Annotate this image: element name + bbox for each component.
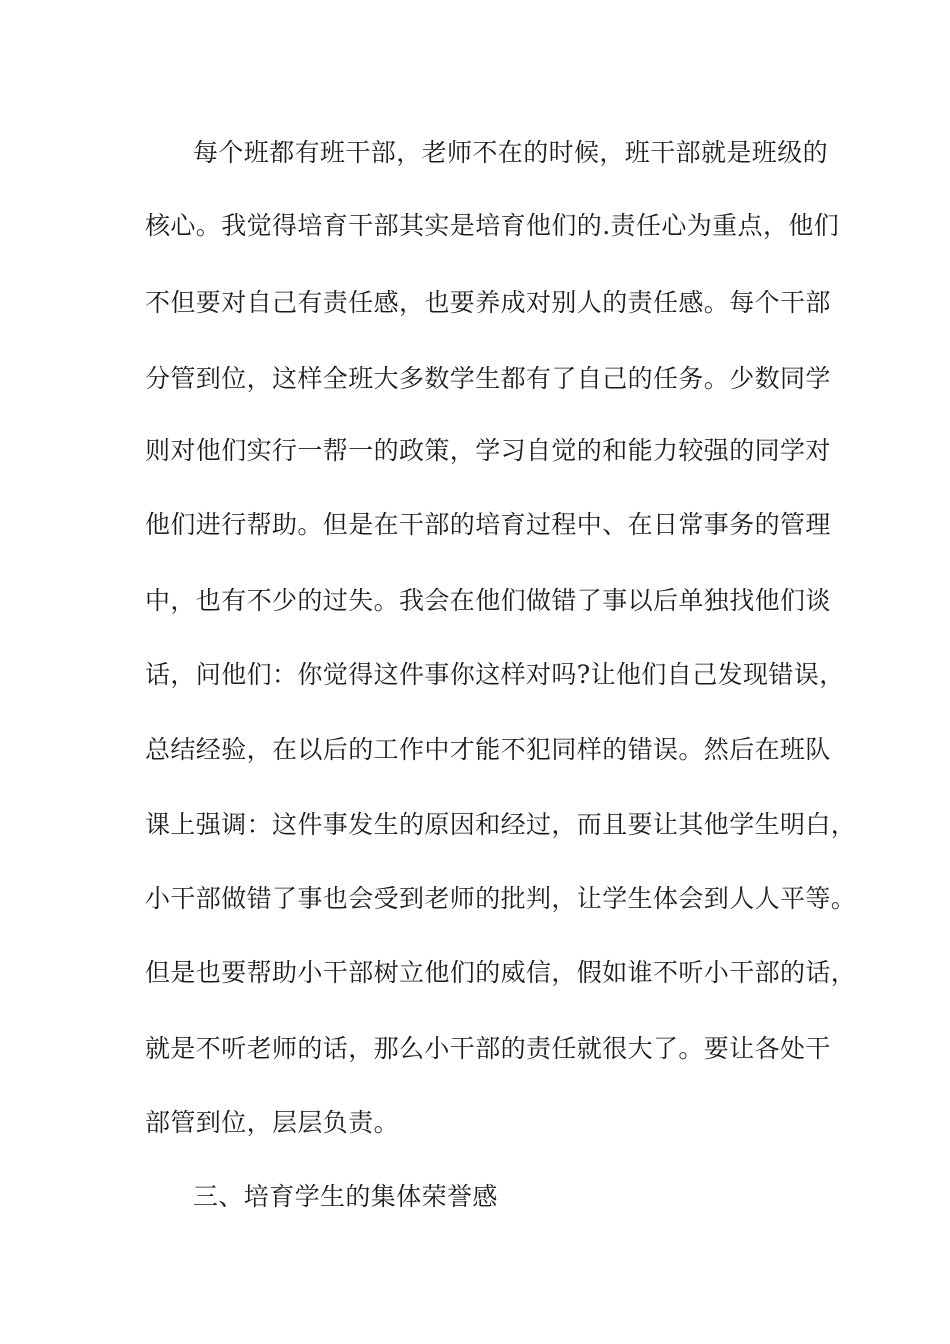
paragraph-line: 则对他们实行一帮一的政策，学习自觉的和能力较强的同学对: [145, 436, 831, 465]
paragraph-line: 部管到位，层层负责。: [145, 1108, 400, 1137]
paragraph-line: 分管到位，这样全班大多数学生都有了自己的任务。少数同学: [145, 364, 831, 393]
paragraph-line: 话，问他们：你觉得这件事你这样对吗?让他们自己发现错误，: [145, 660, 845, 689]
paragraph-line: 每个班都有班干部，老师不在的时候，班干部就是班级的: [193, 138, 829, 167]
paragraph-line: 中，也有不少的过失。我会在他们做错了事以后单独找他们谈: [145, 586, 831, 615]
paragraph-line: 总结经验，在以后的工作中才能不犯同样的错误。然后在班队: [145, 735, 831, 764]
paragraph-line: 他们进行帮助。但是在干部的培育过程中、在日常事务的管理: [145, 510, 831, 539]
paragraph-line: 就是不听老师的话，那么小干部的责任就很大了。要让各处干: [145, 1034, 831, 1063]
paragraph-line: 小干部做错了事也会受到老师的批判，让学生体会到人人平等。: [145, 884, 857, 913]
paragraph-line: 但是也要帮助小干部树立他们的威信，假如谁不听小干部的话，: [145, 958, 857, 987]
paragraph-line: 不但要对自己有责任感，也要养成对别人的责任感。每个干部: [145, 288, 831, 317]
paragraph-line: 核心。我觉得培育干部其实是培育他们的.责任心为重点，他们: [145, 211, 840, 240]
paragraph-line: 课上强调：这件事发生的原因和经过，而且要让其他学生明白，: [145, 810, 857, 839]
section-heading: 三、培育学生的集体荣誉感: [193, 1182, 498, 1211]
